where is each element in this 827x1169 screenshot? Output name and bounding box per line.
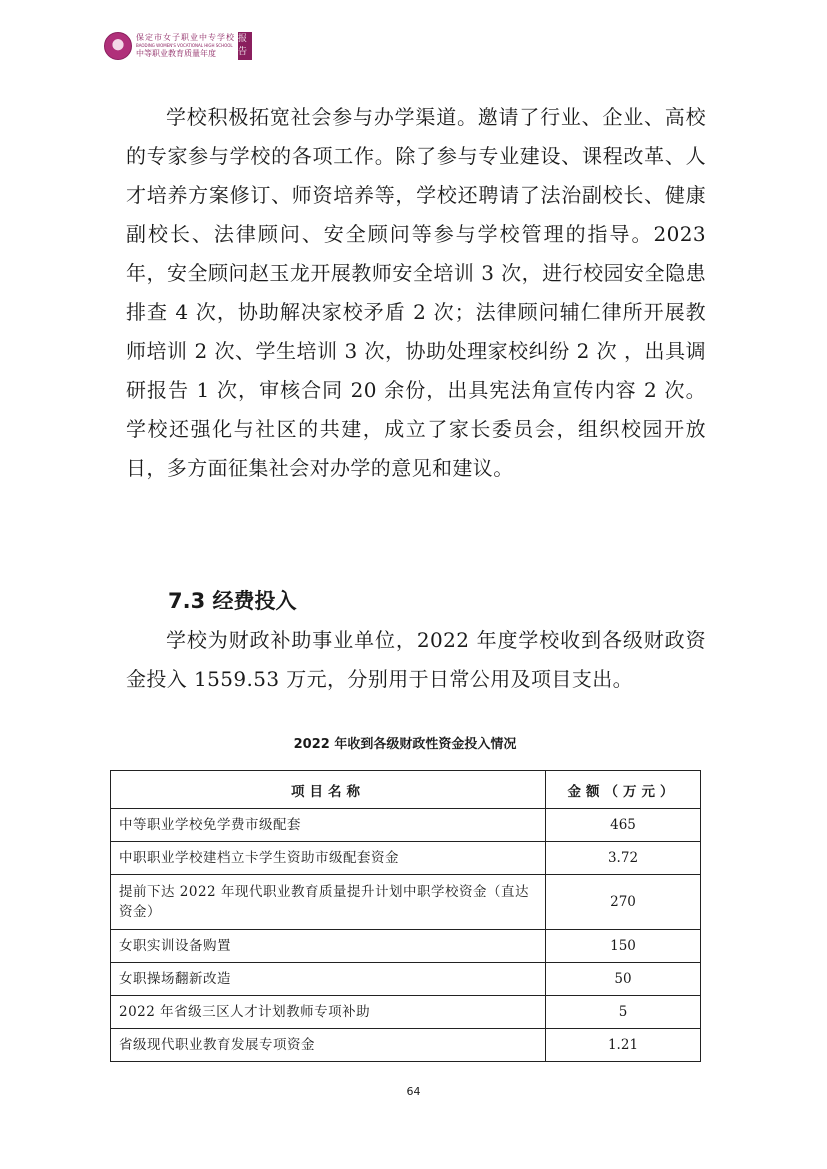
school-name-cn: 保定市女子职业中专学校 xyxy=(136,33,235,42)
row-name: 中职职业学校建档立卡学生资助市级配套资金 xyxy=(111,842,546,875)
table-header-row xyxy=(111,771,701,809)
row-name: 省级现代职业教育发展专项资金 xyxy=(111,1029,546,1062)
school-logo-icon xyxy=(104,32,132,60)
table-row xyxy=(111,809,701,842)
table-row xyxy=(111,996,701,1029)
table-row xyxy=(111,875,701,930)
report-subtitle: 中等职业教育质量年度 xyxy=(136,49,216,58)
page-header xyxy=(104,30,248,62)
page-number: 64 xyxy=(406,1085,421,1098)
school-name-en: BAODING WOMEN'S VOCATIONAL HIGH SCHOOL xyxy=(136,43,233,48)
body-paragraph-1: 学校积极拓宽社会参与办学渠道。邀请了行业、企业、高校的专家参与学校的各项工作。除了参与专业建设、课程改革、人才培养方案修订、师资培养等，学校还聘请了法治副校长、健康副校长、法律顾问、安全顾问等参与学校管理的指导。2023 年，安全顾问赵玉龙开展教师安全培训 3 次，进行校园安全隐患排查 4 次，协助解决家校矛盾 2 次；法律顾问辅仁律所开展教师培训 2 次、学生培训 3 次，协助处理家校纠纷 2 次 ，出具调研报告 1 次，审核合同 20 余份，出具宪法角宣传内容 2 次。学校还强化与社区的共建，成立了家长委员会，组织校园开放日，多方面征集社会对办学的意见和建议。 xyxy=(126,105,706,480)
table-row xyxy=(111,963,701,996)
table-row xyxy=(111,1029,701,1062)
row-amount: 5 xyxy=(546,996,701,1029)
row-amount: 150 xyxy=(546,930,701,963)
row-amount: 3.72 xyxy=(546,842,701,875)
section-heading: 7.3 经费投入 xyxy=(168,589,297,613)
funding-table xyxy=(110,770,701,1062)
row-name: 提前下达 2022 年现代职业教育质量提升计划中职学校资金（直达资金） xyxy=(111,875,546,930)
row-amount: 50 xyxy=(546,963,701,996)
row-name: 女职操场翻新改造 xyxy=(111,963,546,996)
row-name: 中等职业学校免学费市级配套 xyxy=(111,809,546,842)
row-name: 女职实训设备购置 xyxy=(111,930,546,963)
table-caption: 2022 年收到各级财政性资金投入情况 xyxy=(293,737,517,752)
row-amount: 465 xyxy=(546,809,701,842)
header-amount: 金额（万元） xyxy=(546,771,701,809)
table-row xyxy=(111,842,701,875)
row-name: 2022 年省级三区人才计划教师专项补助 xyxy=(111,996,546,1029)
report-badge xyxy=(238,32,252,60)
row-amount: 1.21 xyxy=(546,1029,701,1062)
report-badge-text: 报告 xyxy=(238,34,248,57)
school-name-block xyxy=(136,34,235,58)
header-project-name: 项目名称 xyxy=(111,771,546,809)
body-paragraph-2: 学校为财政补助事业单位，2022 年度学校收到各级财政资金投入 1559.53 万元，分别用于日常公用及项目支出。 xyxy=(126,628,706,691)
table-row xyxy=(111,930,701,963)
row-amount: 270 xyxy=(546,875,701,930)
